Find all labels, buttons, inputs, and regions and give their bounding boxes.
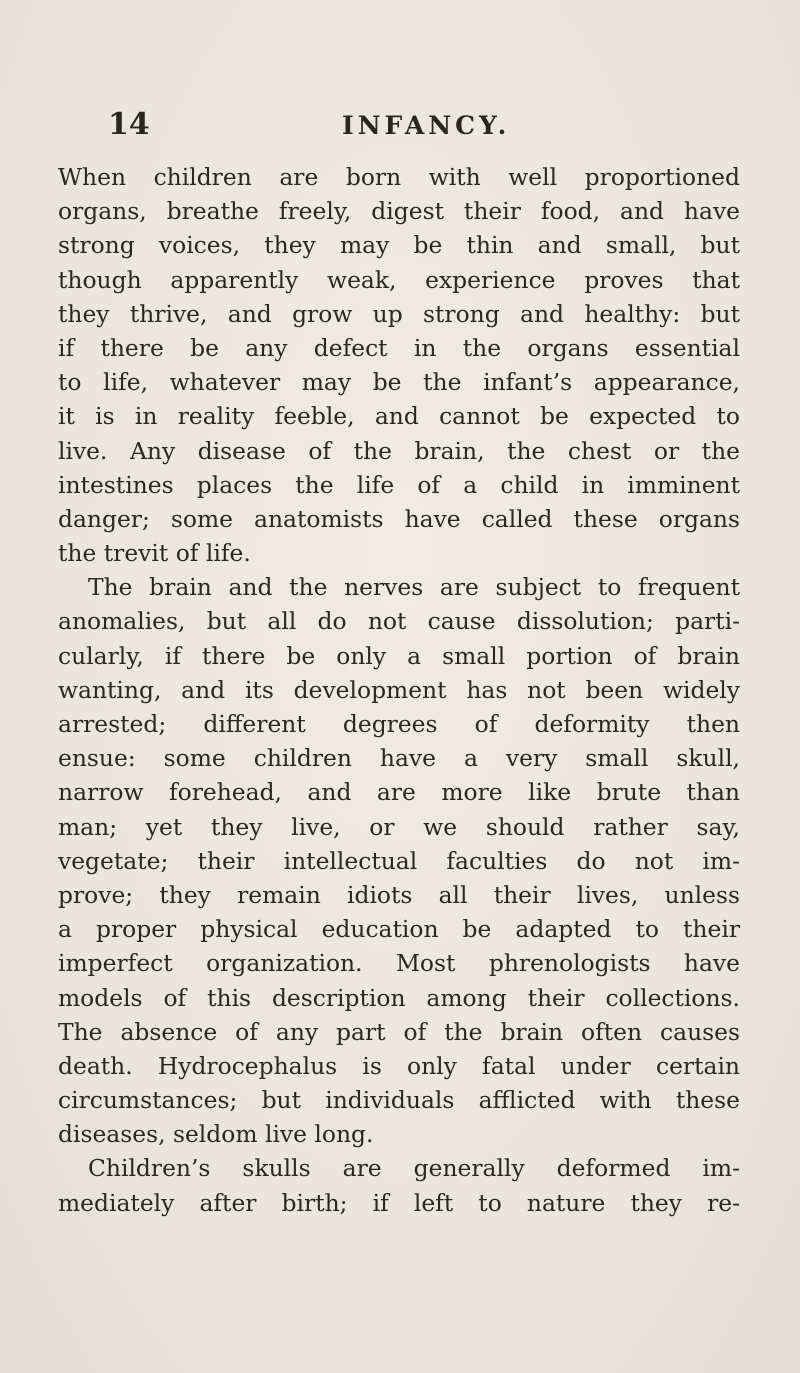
text-line: it is in reality feeble, and cannot be expected to [58, 402, 740, 431]
body-text [58, 160, 740, 1220]
text-line: they thrive, and grow up strong and healthy: but [58, 299, 740, 328]
page-header [108, 107, 708, 147]
text-line: The brain and the nerves are subject to frequent [88, 573, 740, 602]
text-line: vegetate; their intellectual faculties do not im- [58, 846, 740, 875]
text-line: circumstances; but individuals afflicted with these [58, 1086, 740, 1115]
text-line: Children’s skulls are generally deformed im- [88, 1154, 740, 1183]
running-head: INFANCY. [342, 111, 511, 140]
text-line: cularly, if there be only a small portion of brain [58, 641, 740, 670]
text-line: wanting, and its development has not been widely [58, 675, 740, 704]
text-line: The absence of any part of the brain often causes [58, 1017, 740, 1046]
text-line: arrested; different degrees of deformity then [58, 710, 740, 738]
text-line: imperfect organization. Most phrenologists have [58, 949, 740, 978]
text-line: death. Hydrocephalus is only fatal under certain [58, 1051, 740, 1080]
text-line: the trevit of life. [58, 539, 251, 568]
text-line: When children are born with well proportioned [58, 163, 740, 191]
text-line: anomalies, but all do not cause dissolution; parti- [58, 607, 740, 636]
text-line: live. Any disease of the brain, the chest or the [58, 436, 740, 465]
text-line: though apparently weak, experience proves that [58, 265, 740, 294]
text-line: mediately after birth; if left to nature they re- [58, 1188, 740, 1217]
text-line: to life, whatever may be the infant’s appearance, [58, 368, 740, 397]
text-line: organs, breathe freely, digest their food, and have [58, 197, 740, 226]
text-line: prove; they remain idiots all their lives, unless [58, 880, 740, 909]
page-number: 14 [108, 107, 150, 142]
text-line: danger; some anatomists have called these organs [58, 504, 740, 533]
text-line: diseases, seldom live long. [58, 1120, 374, 1149]
text-line: intestines places the life of a child in imminent [58, 470, 740, 499]
text-line: models of this description among their collections. [58, 983, 740, 1012]
text-line: man; yet they live, or we should rather say, [58, 812, 740, 841]
text-line: strong voices, they may be thin and small, but [58, 231, 740, 260]
text-line: if there be any defect in the organs essential [58, 333, 740, 362]
text-line: ensue: some children have a very small skull, [58, 744, 740, 773]
text-line: a proper physical education be adapted to their [58, 915, 740, 944]
text-line: narrow forehead, and are more like brute than [58, 778, 740, 807]
